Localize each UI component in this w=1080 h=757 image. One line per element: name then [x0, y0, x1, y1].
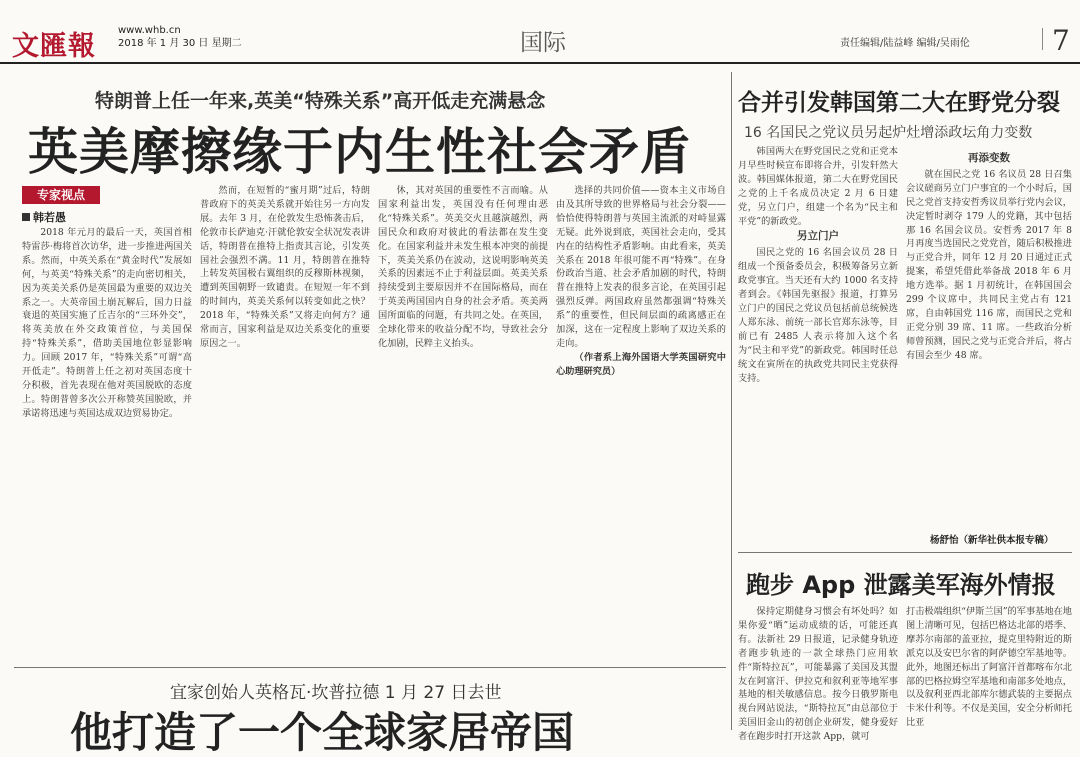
column-label-badge: 专家视点	[22, 186, 100, 204]
main-headline: 英美摩擦缘于内生性社会矛盾	[28, 123, 691, 181]
right-bottom-column-1	[738, 605, 898, 743]
bottom-article-kicker: 宜家创始人英格瓦·坎普拉德 1 月 27 日去世	[170, 683, 502, 703]
right-divider	[738, 552, 1072, 553]
article-column-1	[22, 226, 192, 664]
article-column-4-text: 选择的共同价值——资本主义市场自由及其所导致的世界格局与社会分裂——恰恰使得特朗普与英国主流派的对峙显露无疑。此外说到底，英国社会走向，受其内在的结构性矛盾影响。由此看来，英美关系在 2018 年很可能不再“特殊”。在身份政治当道、社会矛盾加剧的时代，特朗普在推特上发表的很多言论，在英国引起强烈反弹。两国政府虽然都强调“特殊关系”的重要性，但民间层面的疏离感正在加深，这在一定程度上影响了双边关系的走向。	[556, 185, 726, 349]
article-column-2-text: 然而，在短暂的“蜜月期”过后，特朗普政府下的英美关系就开始往另一方向发展。去年 3 月，在伦敦发生恐怖袭击后，伦敦市长萨迪克·汗就伦敦安全状况发表讲话，特朗普在推特上指责其言论，引发英国社会强烈不满。11 月，特朗普在推特上转发英国极右翼组织的反穆斯林视频，遭到英国朝野一致谴责。在短短一年不到的时间内，英美关系何以转变如此之快？2018 年，“特殊关系”又将走向何方？通常而言，国家利益是双边关系变化的重要原因之一。	[200, 185, 370, 349]
bottom-article-headline: 他打造了一个全球家居帝国	[70, 708, 575, 757]
main-kicker: 特朗普上任一年来,英美“特殊关系”高开低走充满悬念	[95, 90, 546, 112]
section-title: 国际	[520, 30, 566, 56]
right-subheading-1: 另立门户	[797, 230, 839, 243]
right-column-2	[906, 150, 1072, 530]
article-column-3-text: 休，其对英国的重要性不言而喻。从国家利益出发，英国没有任何理由恶化“特殊关系”。英美交火且越演越烈，两国民众和政府对彼此的看法都在发生变化。在国家利益并未发生根本冲突的前提下，英美关系仍在波动，这说明影响英美关系的因素远不止于利益层面。英美关系持续受到主要原因并不在国际格局，而在于英美两国国内自身的社会矛盾。英美两国所面临的问题，有共同之处。在英国，全球化带来的收益分配不均，导致社会分化加剧，民粹主义抬头。	[378, 185, 548, 349]
article-column-3	[378, 184, 548, 664]
site-url: www.whb.cn	[118, 25, 181, 36]
right-bottom-column-2	[906, 605, 1072, 730]
author-name: 韩若愚	[33, 211, 66, 224]
issue-date: 2018 年 1 月 30 日 星期二	[118, 38, 242, 49]
right-column-1	[738, 145, 898, 543]
right-bottom-headline: 跑步 App 泄露美军海外情报	[746, 571, 1056, 599]
header-rule	[0, 62, 1080, 64]
byline-square-icon	[22, 213, 30, 221]
article-column-2	[200, 184, 370, 664]
right-subhead: 16 名国民之党议员另起炉灶增添政坛角力变数	[744, 125, 1033, 141]
newspaper-logo: 文匯報	[12, 31, 96, 62]
right-subheading-2: 再添变数	[968, 152, 1010, 164]
bottom-divider	[14, 667, 726, 668]
editor-credits: 责任编辑/陆益峰 编辑/吴雨伦	[840, 38, 970, 49]
right-article-byline: 杨舒怡（新华社供本报专稿）	[930, 535, 1054, 546]
page-number: 7	[1052, 24, 1070, 57]
right-headline: 合并引发韩国第二大在野党分裂	[738, 90, 1060, 116]
right-column-2-text: 就在国民之党 16 名议员 28 日召集会议磋商另立门户事宜的一个小时后，国民之党首支持安哲秀议员举行党内会议，决定暂时剥夺 179 人的党籍，其中包括那 16 名国会议员。安哲秀 2017 年 8 月再度当选国民之党党首，随后积极推进与正党合并，同年 12 月 20 日通过正式提案，希望凭借此举备战 2018 年 6 月地方选举。据 1 月初统计，在韩国国会 299 个议席中，共同民主党占有 121 席，自由韩国党 116 席，而国民之党和正党分别 39 席、11 席。一些政治分析师曾预测，国民之党与正党合并后，将占有国会至少 48 席。	[906, 168, 1072, 361]
right-column-1-text: 韩国两大在野党国民之党和正党本月早些时候宣布即将合并，引发轩然大波。韩国媒体报道，第二大在野党国民之党的上千名成员决定 2 月 6 日建党，另立门户，组建一个名为“民主和平党”的新政党。	[738, 146, 898, 227]
right-bottom-column-2-text: 打击极端组织“伊斯兰国”的军事基地在地图上清晰可见，包括巴格达北部的塔季、摩苏尔南部的盖亚拉，提克里特附近的斯派克以及安巴尔省的阿萨德空军基地等。此外，地图还标出了阿富汗首都喀布尔北部的巴格拉姆空军基地和南部多处地点，以及叙利亚西北部库尔德武装的主要据点卡米什利等。不仅是美国，安全分析师托比亚	[906, 606, 1072, 729]
right-column-1b-text: 国民之党的 16 名国会议员 28 日组成一个预备委员会，积极筹备另立新政党事宜。当天还有大约 1000 名支持者到会。《韩国先驱报》报道，打算另立门户的国民之党议员包括前总统候选人郑东泳、前统一部长官郑东泳等，目前已有 2485 人表示将加入这个名为“民主和平党”的新政党。韩国时任总统文在寅所在的执政党共同民主党获得支持。	[738, 247, 898, 384]
header-info	[118, 24, 242, 50]
article-column-4	[556, 184, 726, 664]
page-header	[0, 0, 1080, 64]
right-bottom-column-1-text: 保持定期健身习惯会有坏处吗？如果你爱“晒”运动成绩的话，可能还真有。法新社 29 日报道，记录健身轨迹者跑步轨迹的一款全球热门应用软件“斯特拉瓦”，可能暴露了美国及其盟友在阿富汗、伊拉克和叙利亚等地军事基地的相关敏感信息。按今日俄罗斯电视台网站说法，“斯特拉瓦”由总部位于美国旧金山的初创企业研发，健身爱好者在跑步时打开这款 App，就可	[738, 606, 898, 743]
author-byline	[22, 209, 66, 225]
column-divider	[731, 72, 732, 730]
header-separator	[1042, 28, 1043, 50]
article-column-1-text: 2018 年元月的最后一天，英国首相特雷莎·梅将首次访华，进一步推进两国关系。然而，中英关系在“黄金时代”发展如何，与英美“特殊关系”的走向密切相关，因为英美关系仍是英国最为重要的双边关系之一。大英帝国土崩瓦解后，国力日益衰退的英国实施了丘吉尔的“三环外交”，将英美放在外交政策首位，与美国保持“特殊关系”，借助美国地位彰显影响力。回顾 2017 年，“特殊关系”可谓“高开低走”。特朗普上任之初对英国态度十分积极，首先表现在他对英国脱欧的态度上。特朗普曾多次公开称赞英国脱欧，并承诺将迅速与英国达成双边贸易协定。	[22, 227, 192, 419]
author-affiliation: （作者系上海外国语大学英国研究中心助理研究员）	[556, 351, 726, 377]
